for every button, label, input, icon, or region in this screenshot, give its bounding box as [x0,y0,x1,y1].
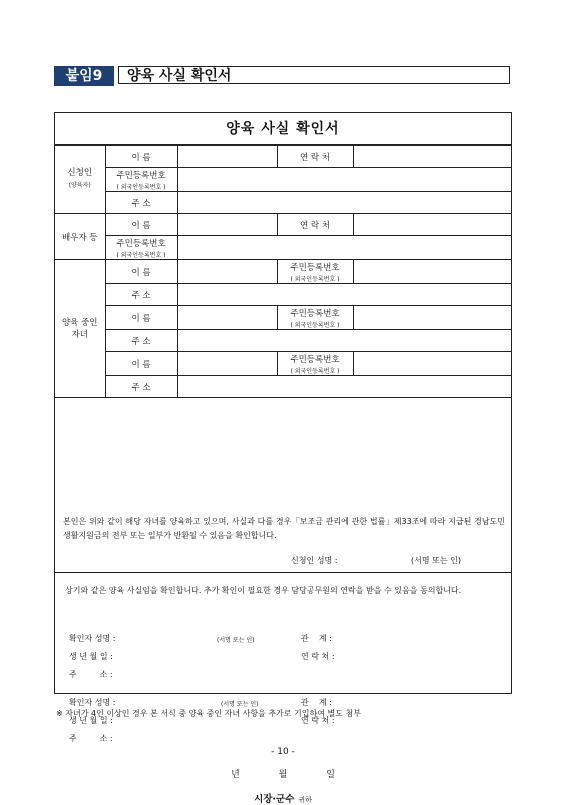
child2-id-field[interactable] [353,306,511,330]
confirmer2-sign-mark: (서명 또는 인) [221,701,259,708]
spouse-group-label: 배우자 등 [55,214,105,260]
applicant-name-label: 이 름 [105,146,177,168]
spouse-id-label: 주민등록번호 ( 외국인등록번호 ) [105,236,177,260]
spouse-contact-label: 연 락 처 [277,214,353,236]
child1-name-label: 이 름 [105,260,177,284]
spouse-name-label: 이 름 [105,214,177,236]
confirmer2-contact-label: 연 락 처 : [301,716,335,725]
recipient-suffix: 귀하 [298,796,312,804]
date-line: 년 월 일 [231,770,335,780]
applicant-id-row [55,168,511,192]
confirmer1-contact-label: 연 락 처 : [301,652,335,661]
child2-address-row [55,330,511,352]
recipient-line [55,791,511,805]
child2-name-field[interactable] [177,306,277,330]
applicant-signer-label: 신청인 성명 : [291,556,338,565]
confirmer2-birth-label: 생 년 월 일 : [69,716,113,725]
attachment-badge: 붙임9 [54,66,114,86]
applicant-name-field[interactable] [177,146,277,168]
confirmer1-relation-label: 관 계 : [301,634,332,643]
page-number: - 10 - [271,747,295,757]
child1-address-row [55,284,511,306]
notice-text: 본인은 위와 같이 해당 자녀를 양육하고 있으며, 사실과 다를 경우「보조금 관리에 관한 법률」제33조에 따라 지급된 경남도민 생활지원금의 전부 또는 일부가 반환될 수 있음을 확인합니다. [63,517,505,540]
applicant-id-field[interactable] [177,168,511,192]
spouse-name-row [55,214,511,236]
child2-id-label: 주민등록번호 ( 외국인등록번호 ) [277,306,353,330]
applicant-id-label: 주민등록번호 ( 외국인등록번호 ) [105,168,177,192]
child3-id-label: 주민등록번호 ( 외국인등록번호 ) [277,352,353,376]
applicant-notice [55,511,511,573]
spouse-contact-field[interactable] [353,214,511,236]
spouse-name-field[interactable] [177,214,277,236]
applicant-address-row [55,192,511,214]
applicant-contact-field[interactable] [353,146,511,168]
confirmer1-address-label: 주 소 : [69,670,113,679]
child3-address-label: 주 소 [105,376,177,398]
child1-name-field[interactable] [177,260,277,284]
child1-address-label: 주 소 [105,284,177,306]
spouse-id-row [55,236,511,260]
child3-address-row [55,376,511,398]
confirmer1-birth-label: 생 년 월 일 : [69,652,113,661]
form-title: 양육 사실 확인서 [55,113,511,145]
spouse-id-field[interactable] [177,236,511,260]
applicant-contact-label: 연 락 처 [277,146,353,168]
info-table [55,145,511,398]
confirmer2-relation-label: 관 계 : [301,698,332,707]
applicant-address-label: 주 소 [105,192,177,214]
children-group-label: 양육 중인 자녀 [55,260,105,398]
confirmation-text: 상기와 같은 양육 사실임을 확인합니다. 추가 확인이 필요한 경우 담당공무원의 연락을 받을 수 있음을 동의합니다. [65,586,462,595]
child3-name-field[interactable] [177,352,277,376]
child3-name-label: 이 름 [105,352,177,376]
applicant-sign-mark: (서명 또는 인) [411,556,461,565]
confirmer2-address-label: 주 소 : [69,734,113,743]
child3-id-field[interactable] [353,352,511,376]
recipient-name: 시장·군수 [254,794,295,805]
child2-name-label: 이 름 [105,306,177,330]
applicant-name-row [55,146,511,168]
child1-id-label: 주민등록번호 ( 외국인등록번호 ) [277,260,353,284]
child3-address-field[interactable] [177,376,511,398]
applicant-group-label: 신청인 (양육자) [55,146,105,214]
applicant-address-field[interactable] [177,192,511,214]
child1-address-field[interactable] [177,284,511,306]
confirmer1-name-label: 확인자 성명 : [69,634,116,643]
child2-address-label: 주 소 [105,330,177,352]
document-header [54,66,512,86]
confirmer2-name-label: 확인자 성명 : [69,698,116,707]
child3-name-row [55,352,511,376]
footnote: ※ 자녀가 4인 이상인 경우 본 서식 중 양육 중인 자녀 사항을 추가로 기입하여 별도 첨부 [56,709,361,718]
attachment-title: 양육 사실 확인서 [118,66,510,84]
child1-id-field[interactable] [353,260,511,284]
child1-name-row [55,260,511,284]
confirmer1-sign-mark: (서명 또는 인) [217,637,255,644]
child2-address-field[interactable] [177,330,511,352]
child2-name-row [55,306,511,330]
